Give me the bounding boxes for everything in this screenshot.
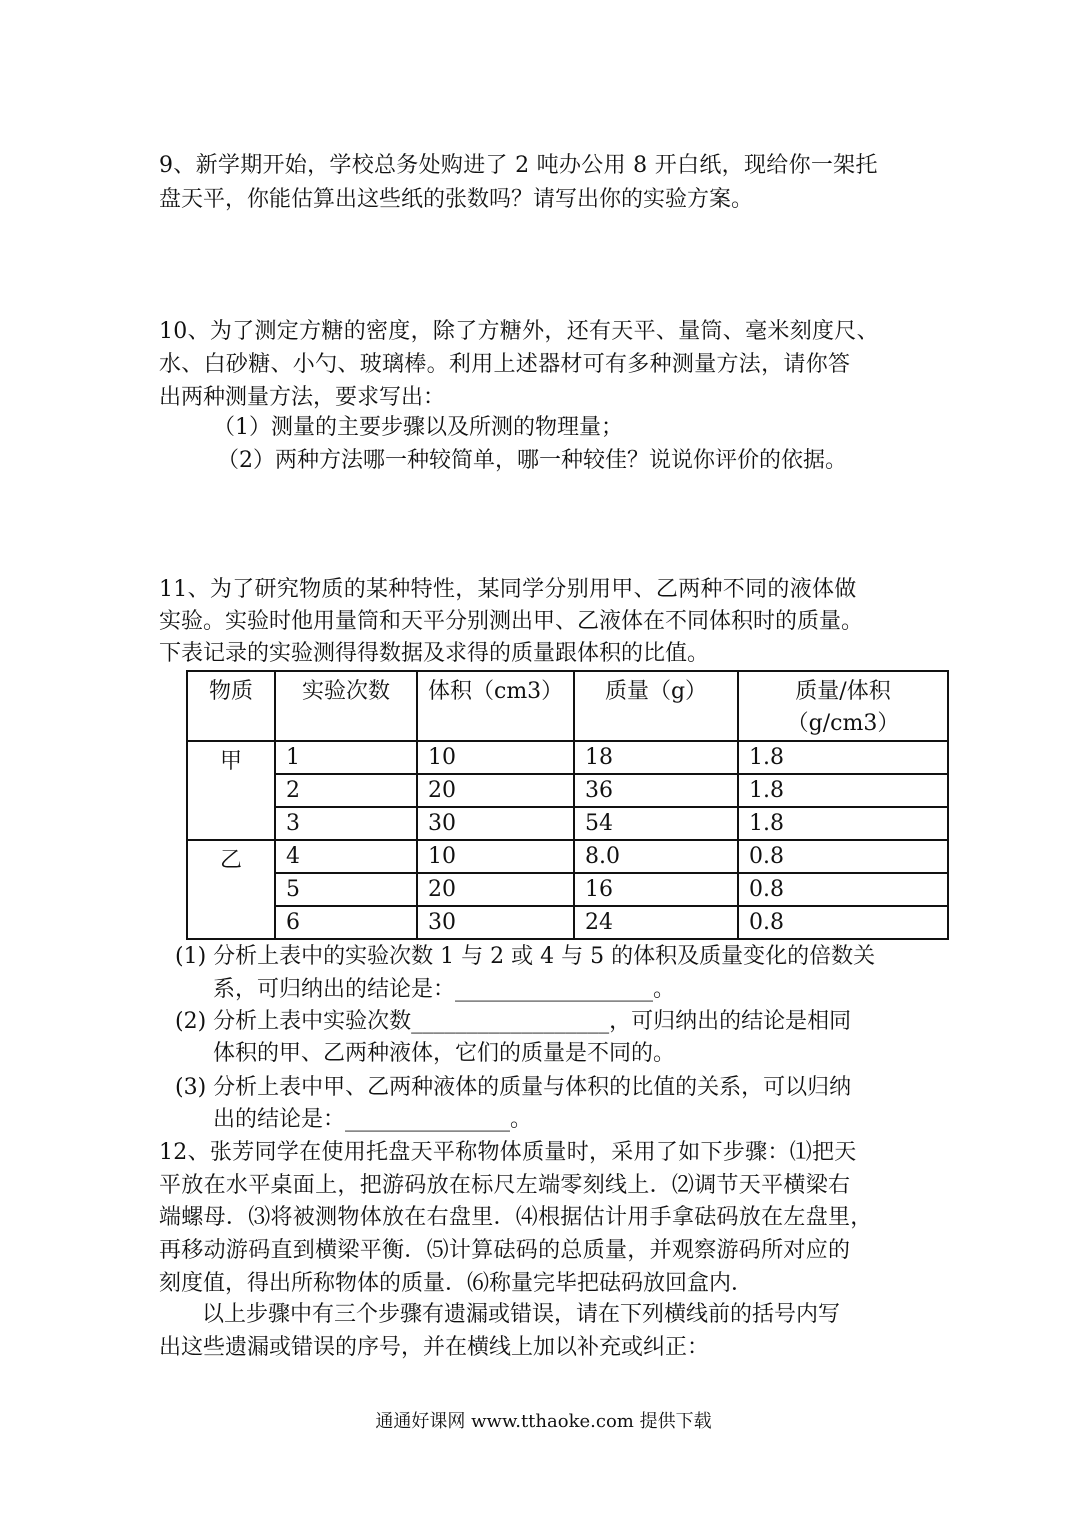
substance-cell: 甲 bbox=[187, 741, 275, 840]
q11-part1-line-1: (1) 分析上表中的实验次数 1 与 2 或 4 与 5 的体积及质量变化的倍数关 bbox=[175, 944, 876, 969]
q10-line-1: 10、为了测定方糖的密度，除了方糖外，还有天平、量筒、毫米刻度尺、 bbox=[159, 319, 879, 344]
ratio-cell: 1.8 bbox=[738, 741, 948, 774]
volume-cell: 30 bbox=[417, 807, 574, 840]
mass-cell: 8.0 bbox=[574, 840, 738, 873]
q12-line-2: 平放在水平桌面上，把游码放在标尺左端零刻线上．⑵调节天平横梁右 bbox=[159, 1173, 851, 1198]
data-table bbox=[186, 670, 949, 940]
mass-cell: 24 bbox=[574, 906, 738, 939]
table-row bbox=[187, 741, 948, 774]
volume-cell: 10 bbox=[417, 741, 574, 774]
q12-line-5: 刻度值，得出所称物体的质量．⑹称量完毕把砝码放回盒内． bbox=[159, 1271, 754, 1296]
q12-line-1: 12、张芳同学在使用托盘天平称物体质量时，采用了如下步骤：⑴把天 bbox=[159, 1140, 857, 1165]
q11-part3-line-1: (3) 分析上表中甲、乙两种液体的质量与体积的比值的关系，可以归纳 bbox=[175, 1075, 852, 1100]
q12-line-6: 以上步骤中有三个步骤有遗漏或错误，请在下列横线前的括号内写 bbox=[202, 1302, 841, 1327]
mass-cell: 36 bbox=[574, 774, 738, 807]
table-row bbox=[187, 807, 948, 840]
ratio-cell: 1.8 bbox=[738, 774, 948, 807]
ratio-cell: 0.8 bbox=[738, 840, 948, 873]
q9-line-1: 9、新学期开始，学校总务处购进了 2 吨办公用 8 开白纸，现给你一架托 bbox=[159, 153, 878, 178]
ratio-cell: 0.8 bbox=[738, 906, 948, 939]
substance-cell: 乙 bbox=[187, 840, 275, 939]
q11-line-3: 下表记录的实验测得得数据及求得的质量跟体积的比值。 bbox=[159, 641, 710, 666]
table-row bbox=[187, 873, 948, 906]
ratio-cell: 0.8 bbox=[738, 873, 948, 906]
trial-cell: 2 bbox=[275, 774, 417, 807]
table-row bbox=[187, 774, 948, 807]
q11-part2-line-1: (2) 分析上表中实验次数__________________，可归纳出的结论是相同 bbox=[175, 1009, 852, 1034]
trial-cell: 1 bbox=[275, 741, 417, 774]
trial-cell: 4 bbox=[275, 840, 417, 873]
page-footer: 通通好课网 www.tthaoke.com 提供下载 bbox=[375, 1411, 712, 1432]
header-volume: 体积（cm3） bbox=[417, 671, 574, 741]
header-substance: 物质 bbox=[187, 671, 275, 741]
q12-line-3: 端螺母．⑶将被测物体放在右盘里．⑷根据估计用手拿砝码放在左盘里， bbox=[159, 1205, 873, 1230]
table-row bbox=[187, 840, 948, 873]
q12-line-7: 出这些遗漏或错误的序号，并在横线上加以补充或纠正： bbox=[159, 1335, 710, 1360]
header-trial: 实验次数 bbox=[275, 671, 417, 741]
q10-sub-2: （2）两种方法哪一种较简单，哪一种较佳？说说你评价的依据。 bbox=[217, 448, 847, 473]
ratio-cell: 1.8 bbox=[738, 807, 948, 840]
q10-line-2: 水、白砂糖、小勺、玻璃棒。利用上述器材可有多种测量方法，请你答 bbox=[159, 352, 851, 377]
table-header-row bbox=[187, 671, 948, 741]
mass-cell: 16 bbox=[574, 873, 738, 906]
mass-cell: 18 bbox=[574, 741, 738, 774]
q11-part1-line-2: 系，可归纳出的结论是：__________________。 bbox=[213, 977, 676, 1002]
q9-line-2: 盘天平，你能估算出这些纸的张数吗？请写出你的实验方案。 bbox=[159, 187, 754, 212]
q12-line-4: 再移动游码直到横梁平衡．⑸计算砝码的总质量，并观察游码所对应的 bbox=[159, 1238, 851, 1263]
q11-line-2: 实验。实验时他用量筒和天平分别测出甲、乙液体在不同体积时的质量。 bbox=[159, 609, 864, 634]
q10-line-3: 出两种测量方法，要求写出： bbox=[159, 385, 446, 410]
trial-cell: 5 bbox=[275, 873, 417, 906]
volume-cell: 10 bbox=[417, 840, 574, 873]
q11-part3-line-2: 出的结论是：_______________。 bbox=[213, 1107, 533, 1132]
trial-cell: 3 bbox=[275, 807, 417, 840]
volume-cell: 20 bbox=[417, 774, 574, 807]
trial-cell: 6 bbox=[275, 906, 417, 939]
table-row bbox=[187, 906, 948, 939]
q11-line-1: 11、为了研究物质的某种特性，某同学分别用甲、乙两种不同的液体做 bbox=[159, 577, 857, 602]
volume-cell: 30 bbox=[417, 906, 574, 939]
q10-sub-1: （1）测量的主要步骤以及所测的物理量； bbox=[213, 415, 623, 440]
header-mass: 质量（g） bbox=[574, 671, 738, 741]
mass-cell: 54 bbox=[574, 807, 738, 840]
header-ratio: 质量/体积（g/cm3） bbox=[738, 671, 948, 741]
q11-part2-line-2: 体积的甲、乙两种液体，它们的质量是不同的。 bbox=[213, 1041, 676, 1066]
volume-cell: 20 bbox=[417, 873, 574, 906]
